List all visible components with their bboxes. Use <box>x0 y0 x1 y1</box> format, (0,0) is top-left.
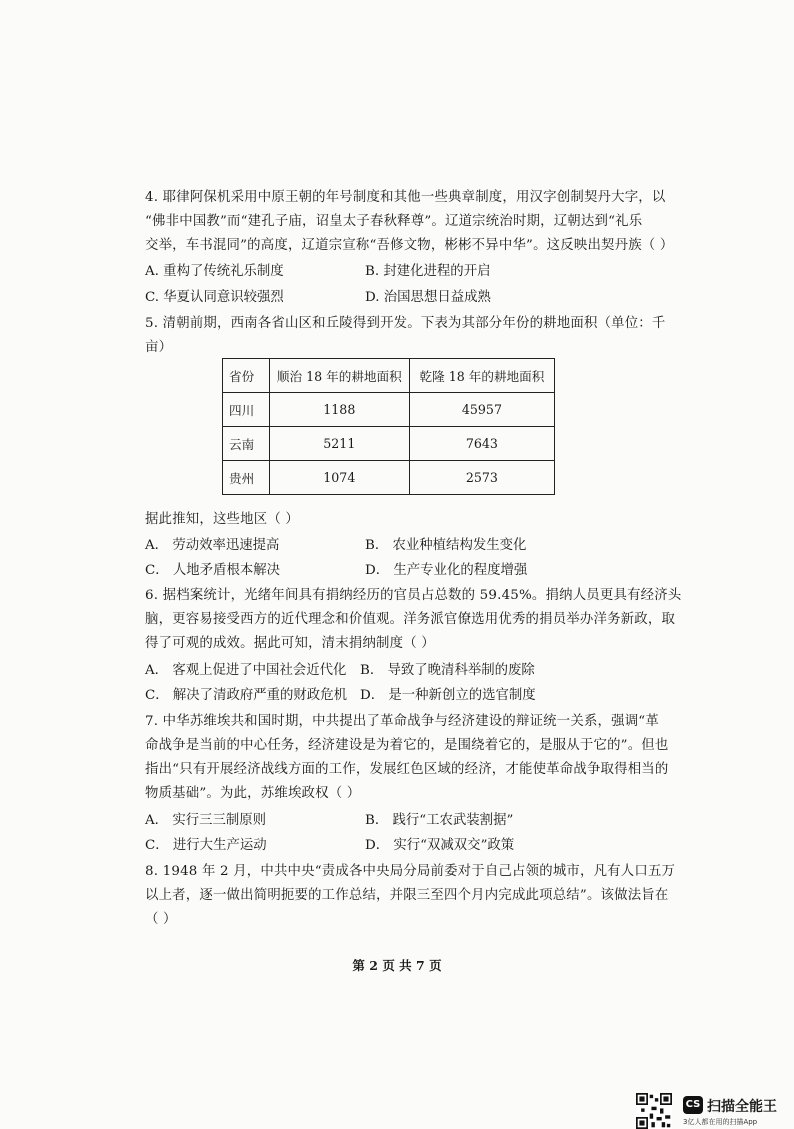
table-header-cell: 省份 <box>223 359 270 393</box>
q4-line-2: “佛非中国教”而“建孔子庙，诏皇太子春秋释尊”。辽道宗统治时期，辽朝达到“礼乐 <box>145 214 643 229</box>
q7-option-d[interactable]: D． 实行“双减双交”政策 <box>365 838 515 853</box>
table-cell: 1188 <box>269 393 409 427</box>
q8-line-1: 8. 1948 年 2 月，中共中央“责成各中央局分局前委对于自己占领的城市，凡有人口五万 <box>145 864 676 879</box>
q4-option-d[interactable]: D. 治国思想日益成熟 <box>365 290 491 305</box>
q5-line-1: 5. 清朝前期，西南各省山区和丘陵得到开发。下表为其部分年份的耕地面积（单位：千 <box>145 316 666 331</box>
q5-option-a[interactable]: A． 劳动效率迅速提高 <box>145 538 280 553</box>
qr-code-icon <box>636 1093 672 1129</box>
q6-line-2: 脑，更容易接受西方的近代理念和价值观。洋务派官僚选用优秀的捐员举办洋务新政，取 <box>145 612 676 627</box>
table-cell: 5211 <box>269 427 409 461</box>
table-cell: 四川 <box>223 393 270 427</box>
q4-option-c[interactable]: C. 华夏认同意识较强烈 <box>145 290 284 305</box>
table-cell: 45957 <box>409 393 554 427</box>
q5-option-c[interactable]: C． 人地矛盾根本解决 <box>145 563 281 578</box>
page-number: 第 2 页 共 7 页 <box>352 958 442 973</box>
q5-stem-after: 据此推知，这些地区（ ） <box>145 512 299 527</box>
table-cell: 1074 <box>269 461 409 495</box>
q5-option-b[interactable]: B． 农业种植结构发生变化 <box>365 538 527 553</box>
q7-option-c[interactable]: C． 进行大生产运动 <box>145 838 267 853</box>
camscanner-logo: CS <box>683 1096 703 1114</box>
table-header-row <box>223 359 555 393</box>
q6-option-d[interactable]: D． 是一种新创立的选官制度 <box>360 688 536 703</box>
q8-line-3: （ ） <box>145 912 177 927</box>
farmland-table <box>222 358 555 495</box>
table-cell: 7643 <box>409 427 554 461</box>
q7-line-1: 7. 中华苏维埃共和国时期，中共提出了革命战争与经济建设的辩证统一关系，强调“革 <box>145 714 659 729</box>
q5-option-d[interactable]: D． 生产专业化的程度增强 <box>365 563 528 578</box>
q8-line-2: 以上者，逐一做出简明扼要的工作总结，并限三至四个月内完成此项总结”。该做法旨在 <box>145 888 669 903</box>
q6-line-1: 6. 据档案统计，光绪年间具有捐纳经历的官员占总数的 59.45%。捐纳人员更具有经济头 <box>145 588 682 603</box>
q4-option-a[interactable]: A. 重构了传统礼乐制度 <box>145 264 284 279</box>
scanner-tagline: 3亿人都在用的扫描App <box>683 1118 758 1126</box>
q4-option-b[interactable]: B. 封建化进程的开启 <box>365 264 491 279</box>
table-header-cell: 顺治 18 年的耕地面积 <box>269 359 409 393</box>
q4-line-1: 4. 耶律阿保机采用中原王朝的年号制度和其他一些典章制度，用汉字创制契丹大字，以 <box>145 190 666 205</box>
table-row <box>223 461 555 495</box>
q7-line-4: 物质基础”。为此，苏维埃政权（ ） <box>145 786 361 801</box>
table-cell: 云南 <box>223 427 270 461</box>
q7-line-3: 指出“只有开展经济战线方面的工作，发展红色区域的经济，才能使革命战争取得相当的 <box>145 762 669 777</box>
q7-option-a[interactable]: A． 实行三三制原则 <box>145 813 267 828</box>
q6-option-a[interactable]: A． 客观上促进了中国社会近代化 <box>145 663 347 678</box>
table-cell: 2573 <box>409 461 554 495</box>
q5-line-2: 亩） <box>145 340 173 355</box>
q7-option-b[interactable]: B． 践行“工农武装割据” <box>365 813 514 828</box>
q6-option-c[interactable]: C． 解决了清政府严重的财政危机 <box>145 688 347 703</box>
table-row <box>223 393 555 427</box>
q6-option-b[interactable]: B． 导致了晚清科举制的废除 <box>360 663 535 678</box>
scanner-brand: 扫描全能王 <box>707 1099 777 1115</box>
q6-line-3: 得了可观的成效。据此可知，清末捐纳制度（ ） <box>145 636 435 651</box>
table-header-cell: 乾隆 18 年的耕地面积 <box>409 359 554 393</box>
q7-line-2: 命战争是当前的中心任务，经济建设是为着它的，是围绕着它的，是服从于它的”。但也 <box>145 738 669 753</box>
table-cell: 贵州 <box>223 461 270 495</box>
q4-line-3: 交举，车书混同”的高度，辽道宗宣称“吾修文物，彬彬不异中华”。这反映出契丹族（ ） <box>145 238 674 253</box>
table-row <box>223 427 555 461</box>
